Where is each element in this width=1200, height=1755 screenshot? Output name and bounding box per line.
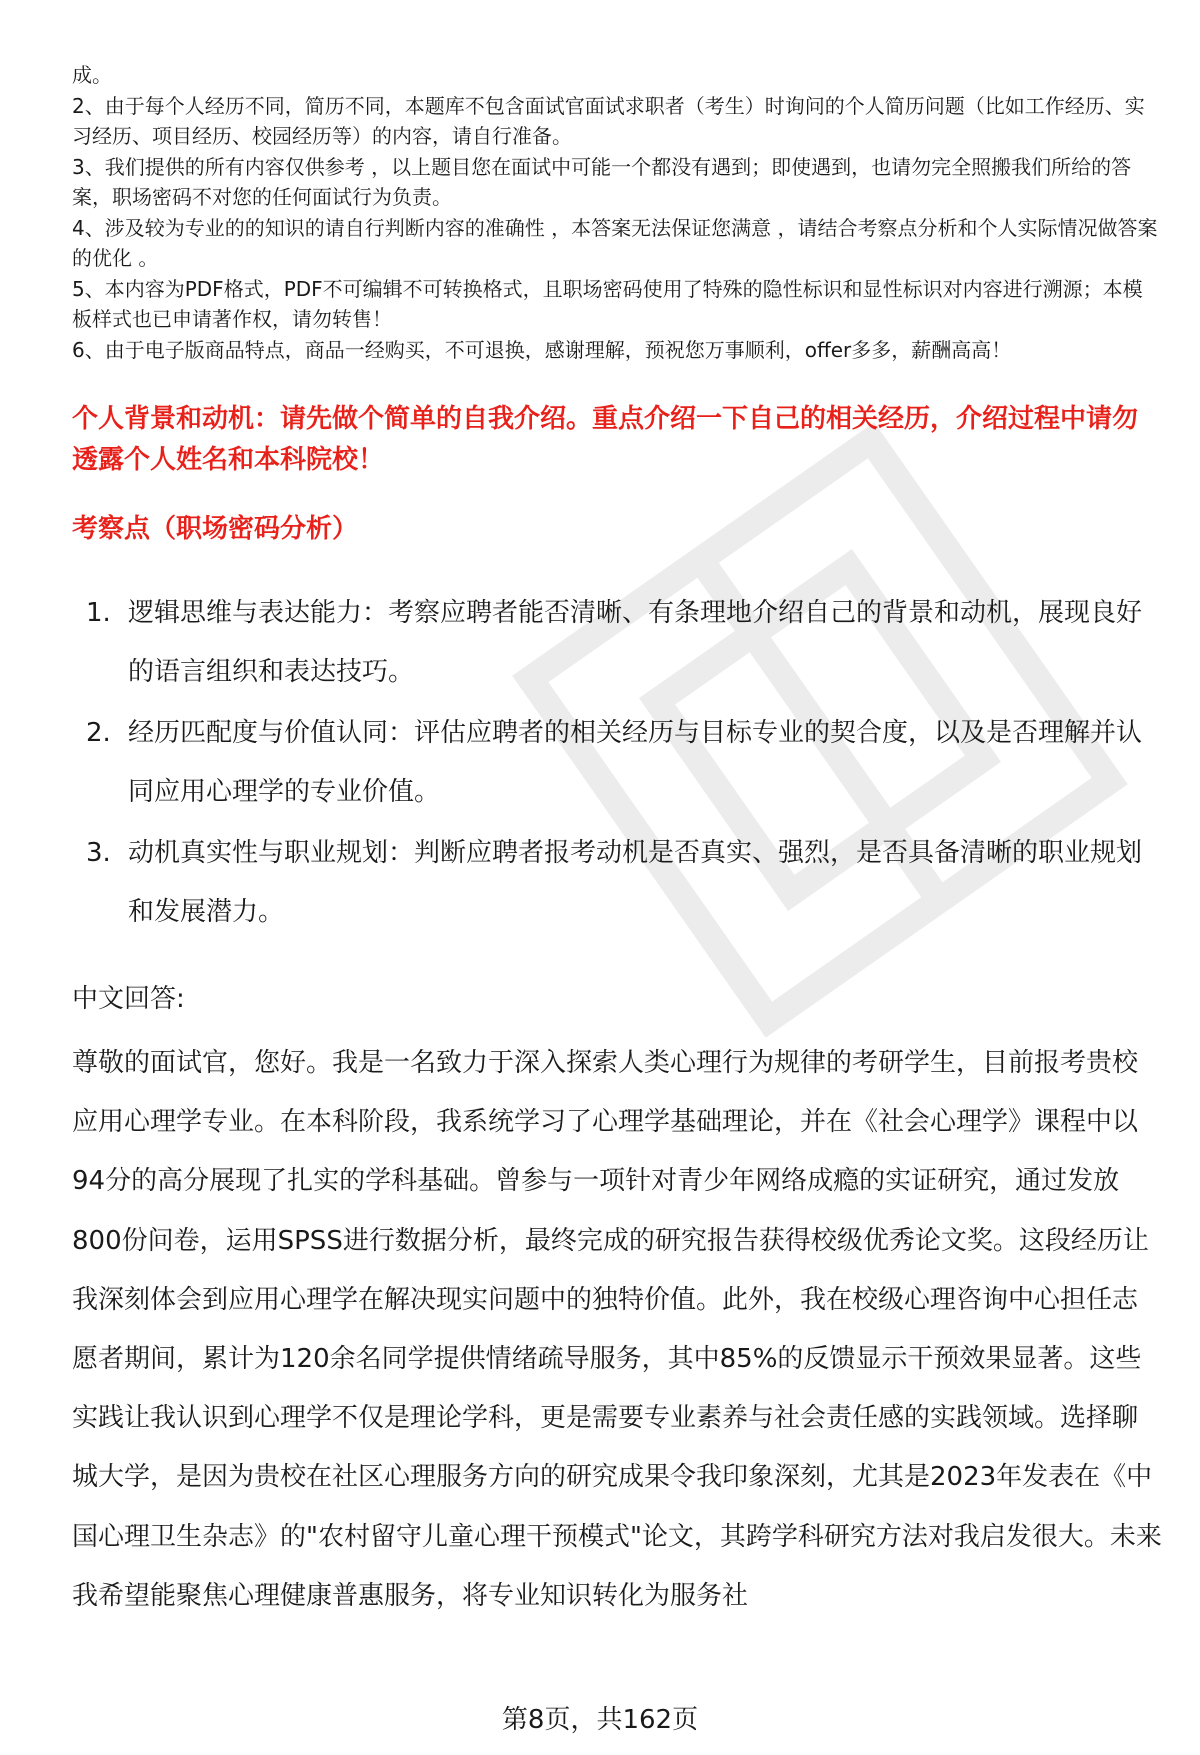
point-number: 3. [86, 838, 111, 868]
note-item: 3、我们提供的所有内容仅供参考 ，以上题目您在面试中可能一个都没有遇到；即使遇到，也请勿完全照搬我们所给的答案，职场密码不对您的任何面试行为负责。 [72, 154, 1132, 209]
point-text: 经历匹配度与价值认同：评估应聘者的相关经历与目标专业的契合度，以及是否理解并认同应用心理学的专业价值。 [128, 718, 1143, 807]
analysis-point [86, 704, 1146, 821]
note-item: 2、由于每个人经历不同，简历不同，本题库不包含面试官面试求职者（考生）时询问的个人简历问题（比如工作经历、实习经历、项目经历、校园经历等）的内容，请自行准备。 [72, 93, 1145, 148]
disclaimer-notes [72, 60, 1162, 365]
answer-body: 尊敬的面试官，您好。我是一名致力于深入探索人类心理行为规律的考研学生，目前报考贵校应用心理学专业。在本科阶段，我系统学习了心理学基础理论，并在《社会心理学》课程中以94分的高分展现了扎实的学科基础。曾参与一项针对青少年网络成瘾的实证研究，通过发放800份问卷，运用SPSS进行数据分析，最终完成的研究报告获得校级优秀论文奖。这段经历让我深刻体会到应用心理学在解决现实问题中的独特价值。此外，我在校级心理咨询中心担任志愿者期间，累计为120余名同学提供情绪疏导服务，其中85%的反馈显示干预效果显著。这些实践让我认识到心理学不仅是理论学科，更是需要专业素养与社会责任感的实践领域。选择聊城大学，是因为贵校在社区心理服务方向的研究成果令我印象深刻，尤其是2023年发表在《中国心理卫生杂志》的"农村留守儿童心理干预模式"论文，其跨学科研究方法对我启发很大。未来我希望能聚焦心理健康普惠服务，将专业知识转化为服务社 [72, 1048, 1162, 1611]
page-number-footer: 第8页，共162页 [501, 1705, 699, 1735]
point-number: 2. [86, 718, 111, 748]
point-text: 动机真实性与职业规划：判断应聘者报考动机是否真实、强烈，是否具备清晰的职业规划和发展潜力。 [128, 838, 1143, 927]
note-item: 6、由于电子版商品特点，商品一经购买，不可退换，感谢理解，预祝您万事顺利，offer多多，薪酬高高！ [72, 337, 1012, 362]
note-item: 5、本内容为PDF格式，PDF不可编辑不可转换格式，且职场密码使用了特殊的隐性标识和显性标识对内容进行溯源；本模板样式也已申请著作权，请勿转售！ [72, 276, 1143, 331]
point-number: 1. [86, 598, 111, 628]
point-text: 逻辑思维与表达能力：考察应聘者能否清晰、有条理地介绍自己的背景和动机，展现良好的语言组织和表达技巧。 [128, 598, 1143, 687]
analysis-heading: 考察点（职场密码分析） [72, 514, 359, 544]
analysis-points [86, 584, 1146, 944]
note-item: 成。 [72, 63, 112, 87]
analysis-point [86, 584, 1146, 701]
answer-label: 中文回答: [72, 984, 185, 1014]
analysis-point [86, 824, 1146, 941]
note-item: 4、涉及较为专业的的知识的请自行判断内容的准确性 ，本答案无法保证您满意 ，请结合考察点分析和个人实际情况做答案的优化 。 [72, 215, 1158, 270]
interview-question: 个人背景和动机：请先做个简单的自我介绍。重点介绍一下自己的相关经历，介绍过程中请勿透露个人姓名和本科院校！ [72, 404, 1139, 475]
